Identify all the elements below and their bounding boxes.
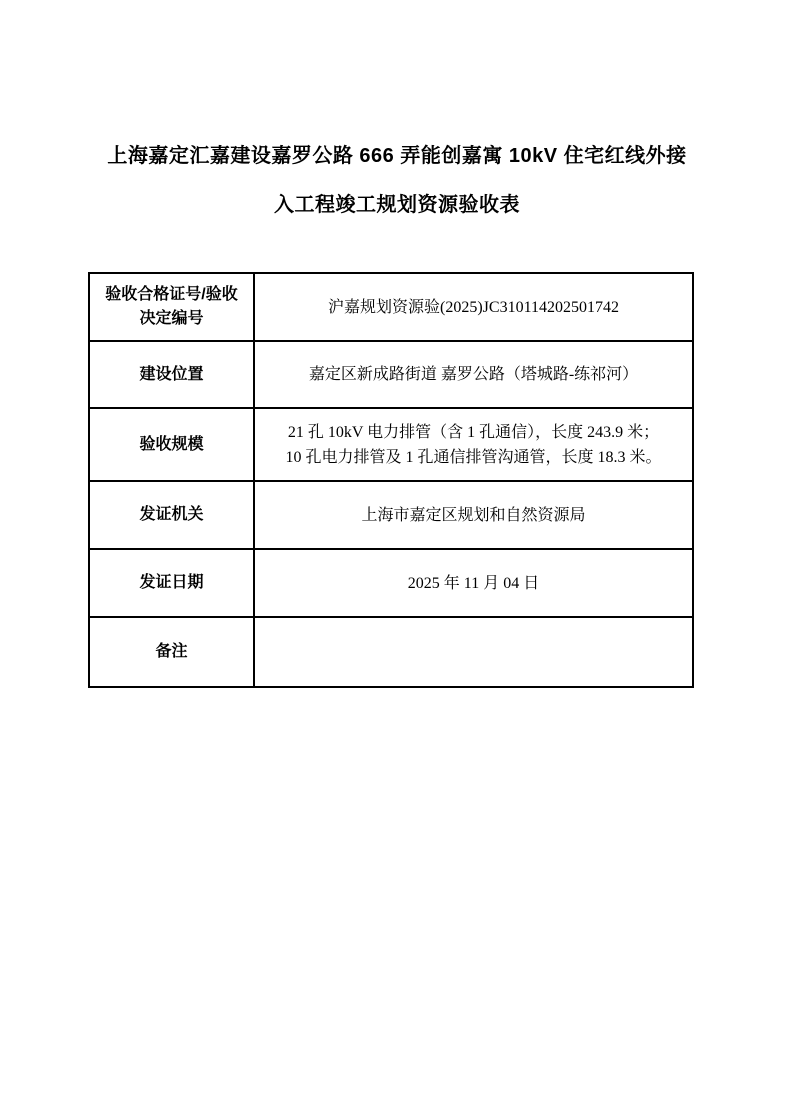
row-label-issue-date: 发证日期 [89, 549, 254, 617]
row-value-remarks [254, 617, 693, 687]
row-label-remarks: 备注 [89, 617, 254, 687]
acceptance-form-table [88, 272, 694, 688]
row-value-issue-date: 2025 年 11 月 04 日 [254, 549, 693, 617]
title-line-2: 入工程竣工规划资源验收表 [274, 194, 520, 216]
acceptance-scale-line-2: 10 孔电力排管及 1 孔通信排管沟通管，长度 18.3 米。 [285, 448, 662, 466]
row-label-issuing-authority: 发证机关 [89, 481, 254, 549]
table-row-certificate-number [89, 273, 693, 341]
table-row-issuing-authority [89, 481, 693, 549]
row-value-certificate-number: 沪嘉规划资源验(2025)JC310114202501742 [254, 273, 693, 341]
table-row-remarks [89, 617, 693, 687]
title-line-1: 上海嘉定汇嘉建设嘉罗公路 666 弄能创嘉寓 10kV 住宅红线外接 [107, 145, 687, 167]
table-row-issue-date [89, 549, 693, 617]
document-title [0, 132, 794, 230]
row-label-construction-location: 建设位置 [89, 341, 254, 408]
row-label-acceptance-scale: 验收规模 [89, 408, 254, 481]
row-value-acceptance-scale [254, 408, 693, 481]
acceptance-scale-line-1: 21 孔 10kV 电力排管（含 1 孔通信），长度 243.9 米； [287, 423, 660, 441]
table-row-acceptance-scale [89, 408, 693, 481]
row-label-certificate-number: 验收合格证号/验收决定编号 [89, 273, 254, 341]
table-row-construction-location [89, 341, 693, 408]
row-value-construction-location: 嘉定区新成路街道 嘉罗公路（塔城路-练祁河） [254, 341, 693, 408]
row-value-issuing-authority: 上海市嘉定区规划和自然资源局 [254, 481, 693, 549]
